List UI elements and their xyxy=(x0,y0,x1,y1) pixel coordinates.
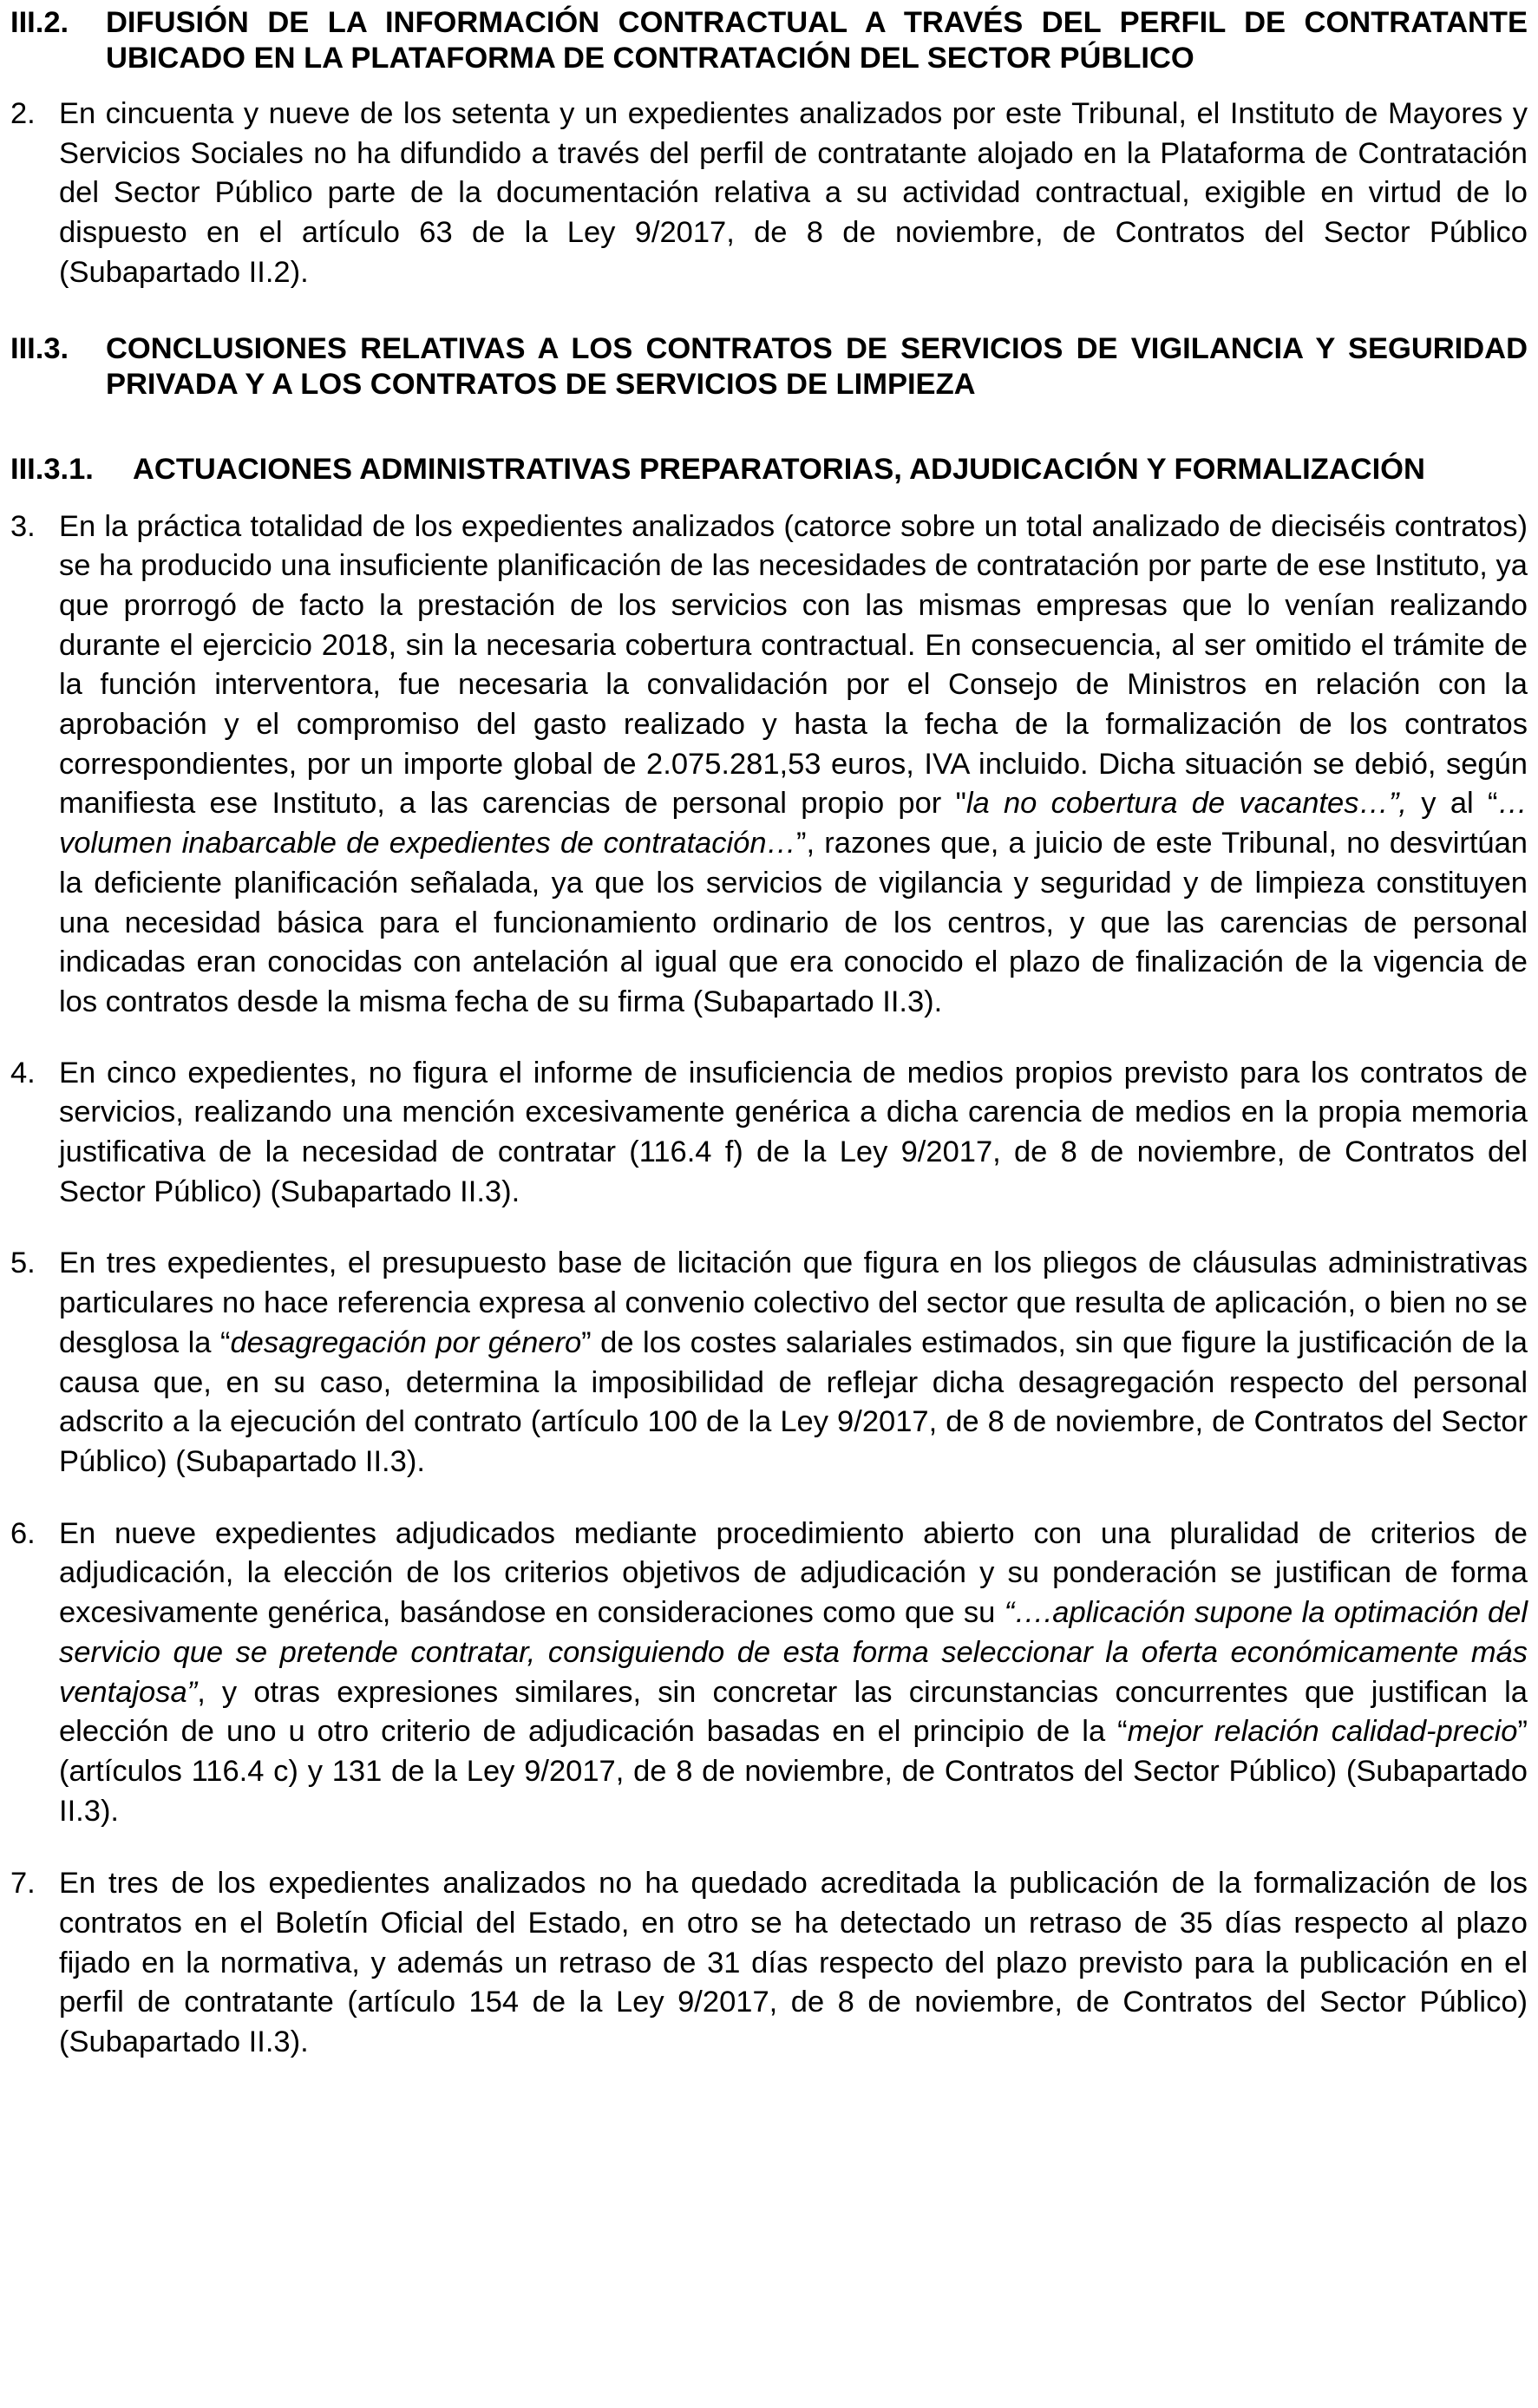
paragraph-text xyxy=(59,1515,1528,1832)
paragraph-3 xyxy=(10,507,1528,1023)
text-run: ” de los costes salariales estimados, sin que figure la justificación de la causa que, en su caso, determina la imposibilidad de reflejar dicha desagregación respecto del personal adscrito a la ejecución del contrato (artículo 100 de la Ley 9/2017, de 8 de noviembre, de Contratos del Sector Público) (Subapartado II.3). xyxy=(59,1325,1528,1478)
text-run: ”, razones que, a juicio de este Tribunal, no desvirtúan la deficiente planificación señalada, ya que los servicios de vigilancia y seguridad y de limpieza constituyen una necesidad básica para el funcionamiento ordinario de los centros, y que las carencias de personal indicadas eran conocidas con antelación al igual que era conocido el plazo de finalización de la vigencia de los contratos desde la misma fecha de su firma (Subapartado II.3). xyxy=(59,827,1528,1018)
italic-quote: la no cobertura de vacantes…”, xyxy=(965,787,1408,821)
paragraph-7 xyxy=(10,1864,1528,2063)
italic-quote: …volumen inabarcable de expedientes de contratación… xyxy=(59,787,1528,860)
section-heading-iii31 xyxy=(10,452,1528,487)
italic-quote: desagregación por género xyxy=(230,1325,582,1359)
paragraph-number: 4. xyxy=(10,1056,36,1089)
italic-quote: “….aplicación supone la optimación del servicio que se pretende contratar, consiguiendo de esta forma seleccionar la oferta económicamente más ventajosa” xyxy=(59,1596,1528,1709)
section-number: III.2. xyxy=(10,6,69,39)
section-heading-iii2 xyxy=(10,5,1528,76)
paragraph-text: En cinco expedientes, no figura el informe de insuficiencia de medios propios previsto para los contratos de servicios, realizando una mención excesivamente genérica a dicha carencia de medios en la propia memoria justificativa de la necesidad de contratar (116.4 f) de la Ley 9/2017, de 8 de noviembre, de Contratos del Sector Público) (Subapartado II.3). xyxy=(59,1056,1528,1208)
paragraph-6 xyxy=(10,1515,1528,1832)
text-run: ” (artículos 116.4 c) y 131 de la Ley 9/2017, de 8 de noviembre, de Contratos del Sector Público) (Subapartado II.3). xyxy=(59,1715,1528,1828)
paragraph-4 xyxy=(10,1054,1528,1213)
paragraph-text: En cincuenta y nueve de los setenta y un expedientes analizados por este Tribunal, el Instituto de Mayores y Servicios Sociales no ha difundido a través del perfil de contratante alojado en la Plataforma de Contratación del Sector Público parte de la documentación relativa a su actividad contractual, exigible en virtud de lo dispuesto en el artículo 63 de la Ley 9/2017, de 8 de noviembre, de Contratos del Sector Público (Subapartado II.2). xyxy=(59,97,1528,289)
text-run: , y otras expresiones similares, sin concretar las circunstancias concurrentes que justifican la elección de uno u otro criterio de adjudicación basadas en el principio de la “ xyxy=(59,1675,1528,1749)
paragraph-2 xyxy=(10,95,1528,293)
section-number: III.3.1. xyxy=(10,452,94,486)
text-run: y al “ xyxy=(1407,787,1498,821)
section-heading-iii3 xyxy=(10,331,1528,402)
text-run: En tres expedientes, el presupuesto base de licitación que figura en los pliegos de cláusulas administrativas particulares no hace referencia expresa al convenio colectivo del sector que resulta de aplicación, o bien no se desglosa la “ xyxy=(59,1247,1528,1359)
section-title: CONCLUSIONES RELATIVAS A LOS CONTRATOS DE SERVICIOS DE VIGILANCIA Y SEGURIDAD PRIVADA Y A LOS CONTRATOS DE SERVICIOS DE LIMPIEZA xyxy=(106,331,1528,401)
paragraph-text xyxy=(59,1244,1528,1482)
paragraph-5 xyxy=(10,1244,1528,1482)
paragraph-number: 3. xyxy=(10,509,36,543)
paragraph-text xyxy=(59,507,1528,1023)
paragraph-number: 7. xyxy=(10,1867,36,1901)
paragraph-text: En tres de los expedientes analizados no ha quedado acreditada la publicación de la formalización de los contratos en el Boletín Oficial del Estado, en otro se ha detectado un retraso de 35 días respecto al plazo fijado en la normativa, y además un retraso de 31 días respecto del plazo previsto para la publicación en el perfil de contratante (artículo 154 de la Ley 9/2017, de 8 de noviembre, de Contratos del Sector Público) (Subapartado II.3). xyxy=(59,1867,1528,2059)
text-run: En la práctica totalidad de los expedientes analizados (catorce sobre un total analizado de dieciséis contratos) se ha producido una insuficiente planificación de las necesidades de contratación por parte de ese Instituto, ya que prorrogó de facto la prestación de los servicios con las mismas empresas que lo venían realizando durante el ejercicio 2018, sin la necesaria cobertura contractual. En consecuencia, al ser omitido el trámite de la función interventora, fue necesaria la convalidación por el Consejo de Ministros en relación con la aprobación y el compromiso del gasto realizado y hasta la fecha de la formalización de los contratos correspondientes, por un importe global de 2.075.281,53 euros, IVA incluido. Dicha situación se debió, según manifiesta ese Instituto, a las carencias de personal propio por " xyxy=(59,509,1528,821)
text-run: En nueve expedientes adjudicados mediante procedimiento abierto con una pluralidad de criterios de adjudicación, la elección de los criterios objetivos de adjudicación y su ponderación se justifican de forma excesivamente genérica, basándose en consideraciones como que su xyxy=(59,1516,1528,1630)
italic-quote: mejor relación calidad-precio xyxy=(1127,1715,1518,1749)
section-number: III.3. xyxy=(10,331,69,365)
paragraph-number: 2. xyxy=(10,97,36,130)
section-title: ACTUACIONES ADMINISTRATIVAS PREPARATORIAS, ADJUDICACIÓN Y FORMALIZACIÓN xyxy=(133,452,1425,486)
paragraph-number: 6. xyxy=(10,1516,36,1550)
paragraph-number: 5. xyxy=(10,1247,36,1280)
section-title: DIFUSIÓN DE LA INFORMACIÓN CONTRACTUAL A TRAVÉS DEL PERFIL DE CONTRATANTE UBICADO EN LA PLATAFORMA DE CONTRATACIÓN DEL SECTOR PÚBLICO xyxy=(106,6,1528,75)
